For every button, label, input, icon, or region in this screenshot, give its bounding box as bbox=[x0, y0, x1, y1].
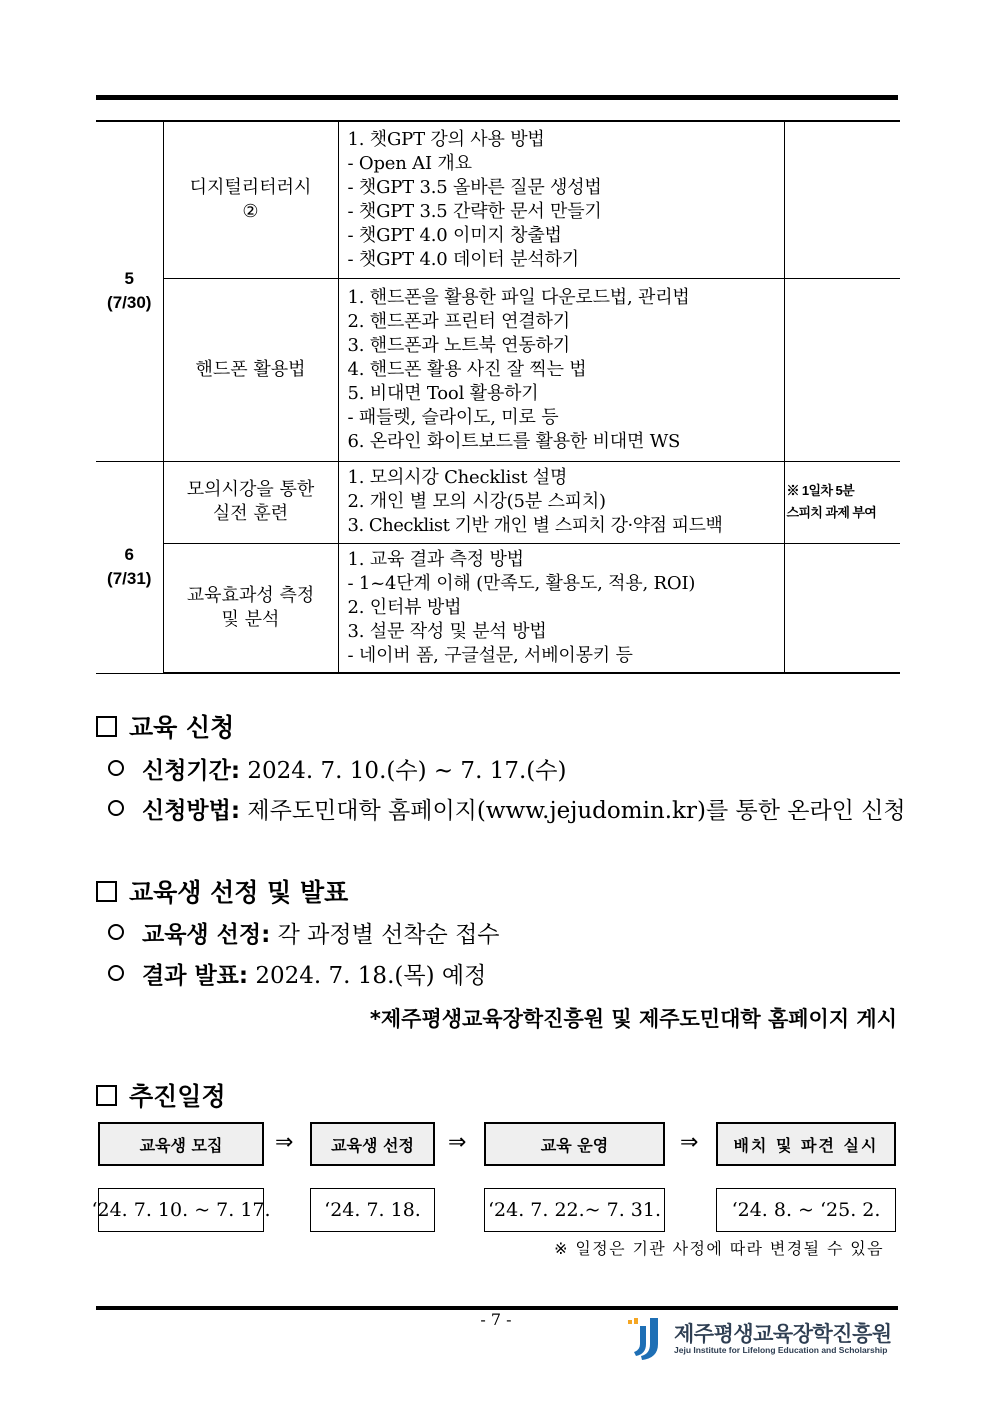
section-timeline-title: 추진일정 bbox=[96, 1081, 226, 1113]
content-line: 3. 핸드폰과 노트북 연동하기 bbox=[347, 334, 570, 356]
arrow-right-icon: ⇒ bbox=[680, 1130, 699, 1155]
content-line: 2. 개인 별 모의 시강(5분 스피치) bbox=[347, 491, 606, 512]
day-date: (7/30) bbox=[107, 293, 152, 313]
remark-cell bbox=[784, 461, 900, 543]
content-line: 1. 챗GPT 강의 사용 방법 bbox=[347, 128, 545, 150]
timeline-date-select: ‘24. 7. 18. bbox=[310, 1188, 435, 1232]
content-cell bbox=[338, 121, 784, 278]
subject-cell bbox=[163, 461, 338, 543]
day-number: 5 bbox=[124, 269, 134, 289]
subject-title: 실전 훈련 bbox=[212, 503, 289, 524]
timeline-step-operate: 교육 운영 bbox=[484, 1122, 665, 1166]
subject-title: 디지털리터러시 bbox=[189, 176, 312, 198]
table-row bbox=[96, 461, 900, 543]
content-line: 1. 교육 결과 측정 방법 bbox=[347, 548, 524, 570]
org-name-korean: 제주평생교육장학진흥원 bbox=[674, 1322, 892, 1346]
content-line: - 챗GPT 3.5 간략한 문서 만들기 bbox=[347, 200, 602, 222]
content-cell bbox=[338, 543, 784, 673]
content-line: 1. 핸드폰을 활용한 파일 다운로드법, 관리법 bbox=[347, 286, 690, 308]
timeline-step-recruit: 교육생 모집 bbox=[98, 1122, 264, 1166]
circle-bullet-icon bbox=[108, 965, 124, 981]
checkbox-square-icon bbox=[96, 881, 117, 902]
curriculum-table bbox=[96, 120, 900, 674]
day-date: (7/31) bbox=[107, 569, 152, 588]
content-line: 4. 핸드폰 활용 사진 잘 찍는 법 bbox=[347, 358, 587, 380]
table-row bbox=[96, 121, 900, 278]
top-rule bbox=[96, 95, 898, 100]
timeline-step-dispatch: 배치 및 파견 실시 bbox=[716, 1122, 896, 1166]
section-apply-title: 교육 신청 bbox=[96, 712, 234, 744]
content-line: - 패들렛, 슬라이도, 미로 등 bbox=[347, 406, 559, 428]
content-line: - 1~4단계 이해 (만족도, 활용도, 적용, ROI) bbox=[347, 572, 696, 594]
circle-bullet-icon bbox=[108, 800, 124, 816]
timeline-date-operate: ‘24. 7. 22.~ 7. 31. bbox=[484, 1188, 665, 1232]
timeline-date-dispatch: ‘24. 8. ~ ‘25. 2. bbox=[716, 1188, 896, 1232]
selection-note: *제주평생교육장학진흥원 및 제주도민대학 홈페이지 게시 bbox=[369, 1007, 897, 1031]
logo-mark-icon bbox=[626, 1314, 668, 1360]
remark-cell bbox=[784, 278, 900, 461]
circle-bullet-icon bbox=[108, 924, 124, 940]
arrow-right-icon: ⇒ bbox=[448, 1130, 467, 1155]
subject-title: 모의시강을 통한 bbox=[186, 479, 315, 500]
subject-title: 및 분석 bbox=[221, 608, 280, 630]
org-logo bbox=[626, 1314, 896, 1362]
remark-cell bbox=[784, 543, 900, 673]
content-line: 3. Checklist 기반 개인 별 스피치 강·약점 피드백 bbox=[347, 515, 723, 536]
table-row bbox=[96, 278, 900, 461]
day-number: 6 bbox=[124, 545, 134, 564]
arrow-right-icon: ⇒ bbox=[275, 1130, 294, 1155]
content-cell bbox=[338, 461, 784, 543]
subject-cell bbox=[163, 278, 338, 461]
remark-text: ※ 1일차 5분 bbox=[786, 483, 855, 498]
content-cell bbox=[338, 278, 784, 461]
section-selection-title: 교육생 선정 및 발표 bbox=[96, 877, 348, 909]
content-line: 6. 온라인 화이트보드를 활용한 비대면 WS bbox=[347, 430, 681, 452]
timeline-note: ※ 일정은 기관 사정에 따라 변경될 수 있음 bbox=[554, 1239, 884, 1258]
content-line: 2. 인터뷰 방법 bbox=[347, 596, 462, 618]
content-line: 2. 핸드폰과 프린터 연결하기 bbox=[347, 310, 570, 332]
timeline-step-select: 교육생 선정 bbox=[310, 1122, 435, 1166]
timeline-date-recruit: ‘24. 7. 10. ~ 7. 17. bbox=[98, 1188, 264, 1232]
remark-text: 스피치 과제 부여 bbox=[786, 505, 877, 520]
content-line: - Open AI 개요 bbox=[347, 152, 472, 174]
selection-result: 결과 발표: 2024. 7. 18.(목) 예정 bbox=[108, 961, 486, 991]
content-line: - 챗GPT 4.0 데이터 분석하기 bbox=[347, 248, 579, 270]
subject-cell bbox=[163, 543, 338, 673]
content-line: - 챗GPT 4.0 이미지 창출법 bbox=[347, 224, 562, 246]
table-row bbox=[96, 543, 900, 673]
subject-cell bbox=[163, 121, 338, 278]
page-number: - 7 - bbox=[480, 1310, 512, 1329]
org-name-english: Jeju Institute for Lifelong Education and Scholarship bbox=[674, 1345, 888, 1355]
day-cell bbox=[96, 121, 163, 461]
selection-method: 교육생 선정: 각 과정별 선착순 접수 bbox=[108, 920, 500, 950]
subject-title: ② bbox=[242, 200, 259, 222]
subject-title: 핸드폰 활용법 bbox=[195, 358, 306, 380]
content-line: - 네이버 폼, 구글설문, 서베이몽키 등 bbox=[347, 644, 633, 666]
circle-bullet-icon bbox=[108, 760, 124, 776]
apply-method: 신청방법: 제주도민대학 홈페이지(www.jejudomin.kr)를 통한 온라인 신청 bbox=[108, 796, 906, 826]
apply-period: 신청기간: 2024. 7. 10.(수) ~ 7. 17.(수) bbox=[108, 756, 566, 786]
content-line: - 챗GPT 3.5 올바른 질문 생성법 bbox=[347, 176, 602, 198]
checkbox-square-icon bbox=[96, 716, 117, 737]
remark-cell bbox=[784, 121, 900, 278]
subject-title: 교육효과성 측정 bbox=[186, 584, 315, 606]
checkbox-square-icon bbox=[96, 1085, 117, 1106]
day-cell bbox=[96, 461, 163, 673]
content-line: 1. 모의시강 Checklist 설명 bbox=[347, 467, 568, 488]
content-line: 5. 비대면 Tool 활용하기 bbox=[347, 382, 539, 404]
content-line: 3. 설문 작성 및 분석 방법 bbox=[347, 620, 547, 642]
